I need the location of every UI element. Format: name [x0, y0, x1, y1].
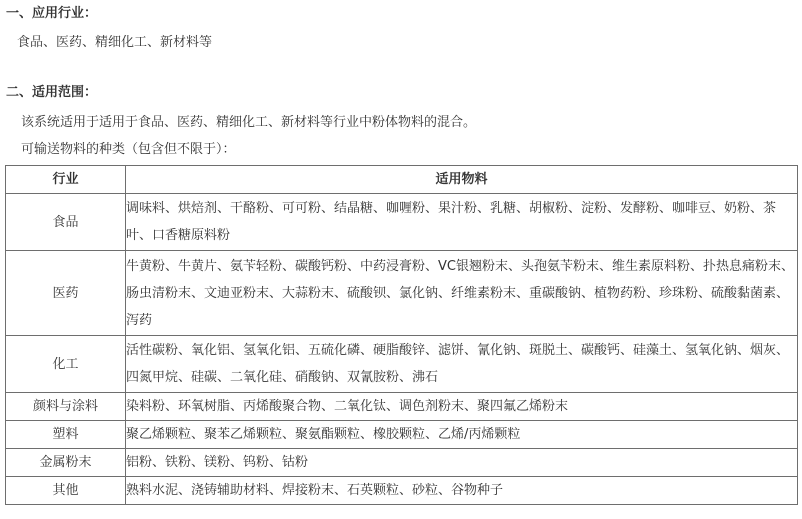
table-row	[6, 251, 798, 336]
materials-table	[5, 165, 798, 505]
industry-cell: 颜料与涂料	[6, 393, 126, 421]
table-row	[6, 449, 798, 477]
industry-cell: 医药	[6, 251, 126, 336]
materials-cell: 牛黄粉、牛黄片、氨苄轻粉、碳酸钙粉、中药浸膏粉、VC银翘粉末、头孢氨苄粉末、维生素原料粉、扑热息痛粉末、肠虫清粉末、文迪亚粉末、大蒜粉末、硫酸钡、氯化钠、纤维素粉末、重碳酸钠、植物药粉、珍珠粉、硫酸黏菌素、泻药	[126, 251, 798, 336]
materials-cell: 铝粉、铁粉、镁粉、钨粉、钴粉	[126, 449, 798, 477]
table-row	[6, 194, 798, 251]
section2-line1: 该系统适用于适用于食品、医药、精细化工、新材料等行业中粉体物料的混合。	[21, 115, 477, 130]
table-row	[6, 393, 798, 421]
table-header-row	[6, 166, 798, 194]
section1-heading: 一、应用行业：	[6, 6, 98, 21]
table-row	[6, 421, 798, 449]
table-row	[6, 477, 798, 505]
industry-cell: 化工	[6, 336, 126, 393]
industry-cell: 食品	[6, 194, 126, 251]
industry-cell: 塑料	[6, 421, 126, 449]
header-industry: 行业	[6, 166, 126, 194]
section2-heading: 二、适用范围：	[6, 85, 98, 100]
section2-line2: 可输送物料的种类（包含但不限于）：	[21, 142, 236, 157]
materials-cell: 活性碳粉、氧化铝、氢氧化铝、五硫化磷、硬脂酸锌、滤饼、氰化钠、斑脱土、碳酸钙、硅藻土、氢氧化钠、烟灰、四氮甲烷、硅碳、二氧化硅、硝酸钠、双氰胺粉、沸石	[126, 336, 798, 393]
table-row	[6, 336, 798, 393]
section1-text: 食品、医药、精细化工、新材料等	[17, 35, 213, 50]
materials-cell: 熟料水泥、浇铸辅助材料、焊接粉末、石英颗粒、砂粒、谷物种子	[126, 477, 798, 505]
materials-cell: 聚乙烯颗粒、聚苯乙烯颗粒、聚氨酯颗粒、橡胶颗粒、乙烯/丙烯颗粒	[126, 421, 798, 449]
materials-cell: 调味料、烘焙剂、干酪粉、可可粉、结晶糖、咖喱粉、果汁粉、乳糖、胡椒粉、淀粉、发酵粉、咖啡豆、奶粉、茶叶、口香糖原料粉	[126, 194, 798, 251]
industry-cell: 其他	[6, 477, 126, 505]
industry-cell: 金属粉末	[6, 449, 126, 477]
materials-cell: 染料粉、环氧树脂、丙烯酸聚合物、二氧化钛、调色剂粉末、聚四氟乙烯粉末	[126, 393, 798, 421]
header-materials: 适用物料	[126, 166, 798, 194]
